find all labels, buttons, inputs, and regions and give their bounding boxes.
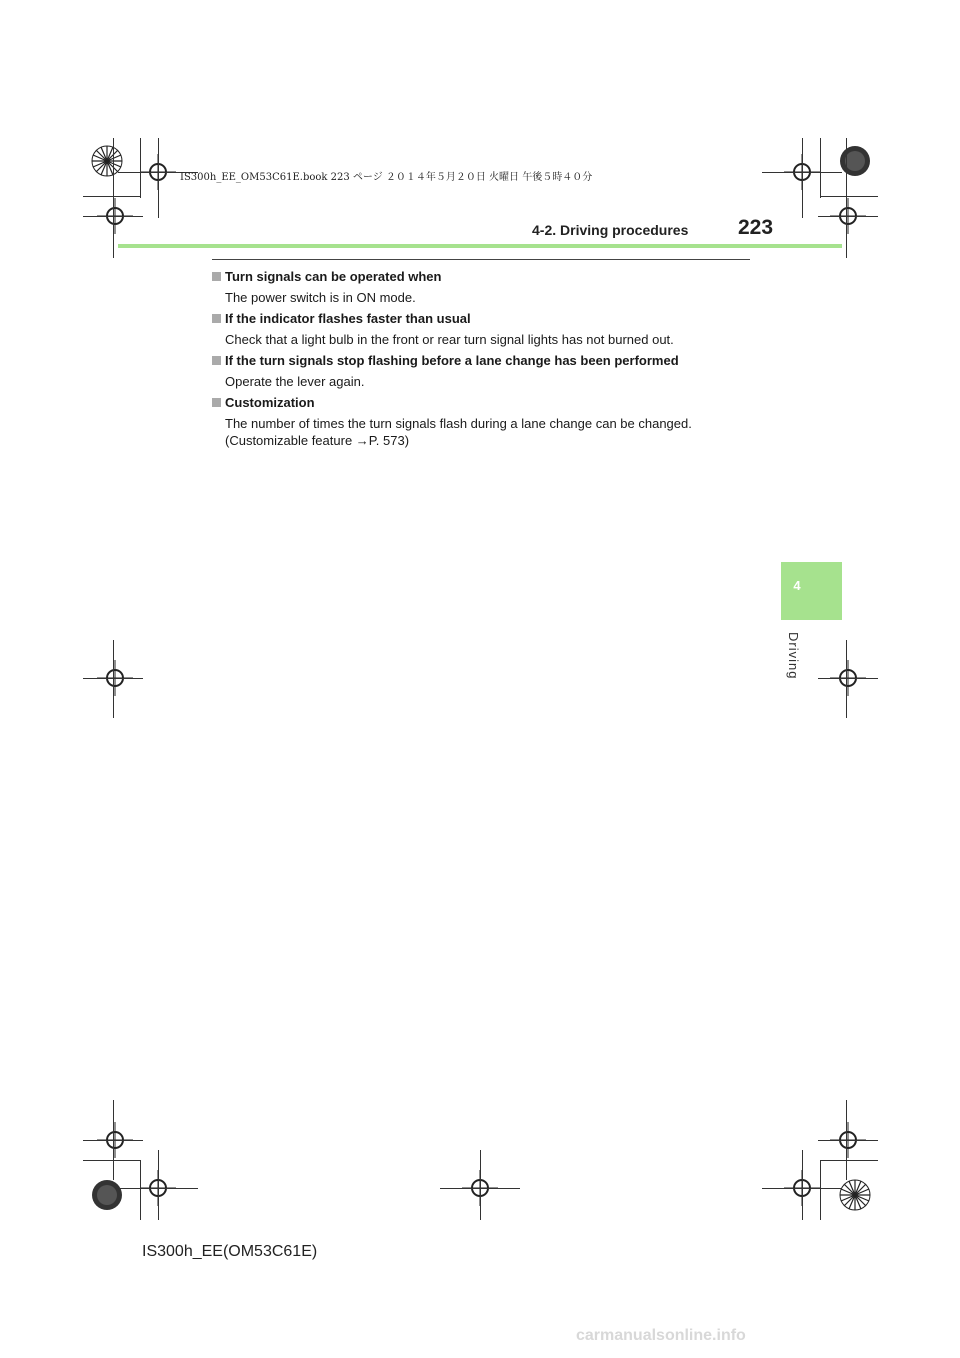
print-info: IS300h_EE_OM53C61E.book 223 ページ ２０１４年５月２０日 火曜日 午後５時４０分 bbox=[180, 172, 593, 183]
registration-dot-icon bbox=[838, 144, 872, 178]
chapter-tab-number: 4 bbox=[793, 578, 801, 593]
item-body: Check that a light bulb in the front or rear turn signal lights has not burned out. bbox=[225, 332, 674, 347]
footer-code: IS300h_EE(OM53C61E) bbox=[142, 1243, 318, 1260]
item-heading: If the turn signals stop flashing before a lane change has been performed bbox=[225, 353, 679, 368]
list-item bbox=[212, 394, 772, 449]
header-rule bbox=[212, 259, 750, 260]
registration-dot-icon bbox=[90, 1178, 124, 1212]
list-item bbox=[212, 352, 772, 390]
square-bullet-icon bbox=[212, 314, 221, 323]
section-title: 4-2. Driving procedures bbox=[532, 222, 689, 238]
square-bullet-icon bbox=[212, 272, 221, 281]
item-heading: Customization bbox=[225, 395, 315, 410]
watermark: carmanualsonline.info bbox=[576, 1327, 746, 1344]
square-bullet-icon bbox=[212, 356, 221, 365]
main-content bbox=[212, 268, 772, 453]
item-body-ref: (Customizable feature →P. 573) bbox=[225, 433, 410, 448]
chapter-tab-label: Driving bbox=[786, 632, 801, 680]
header-bar bbox=[118, 244, 842, 248]
item-body: The power switch is in ON mode. bbox=[225, 290, 416, 305]
registration-star-icon bbox=[838, 1178, 872, 1212]
list-item bbox=[212, 310, 772, 348]
square-bullet-icon bbox=[212, 398, 221, 407]
list-item bbox=[212, 268, 772, 306]
item-heading: Turn signals can be operated when bbox=[225, 269, 442, 284]
item-heading: If the indicator flashes faster than usual bbox=[225, 311, 471, 326]
item-body: The number of times the turn signals flash during a lane change can be changed. bbox=[225, 416, 692, 431]
item-body: Operate the lever again. bbox=[225, 374, 365, 389]
page-number: 223 bbox=[738, 216, 774, 239]
